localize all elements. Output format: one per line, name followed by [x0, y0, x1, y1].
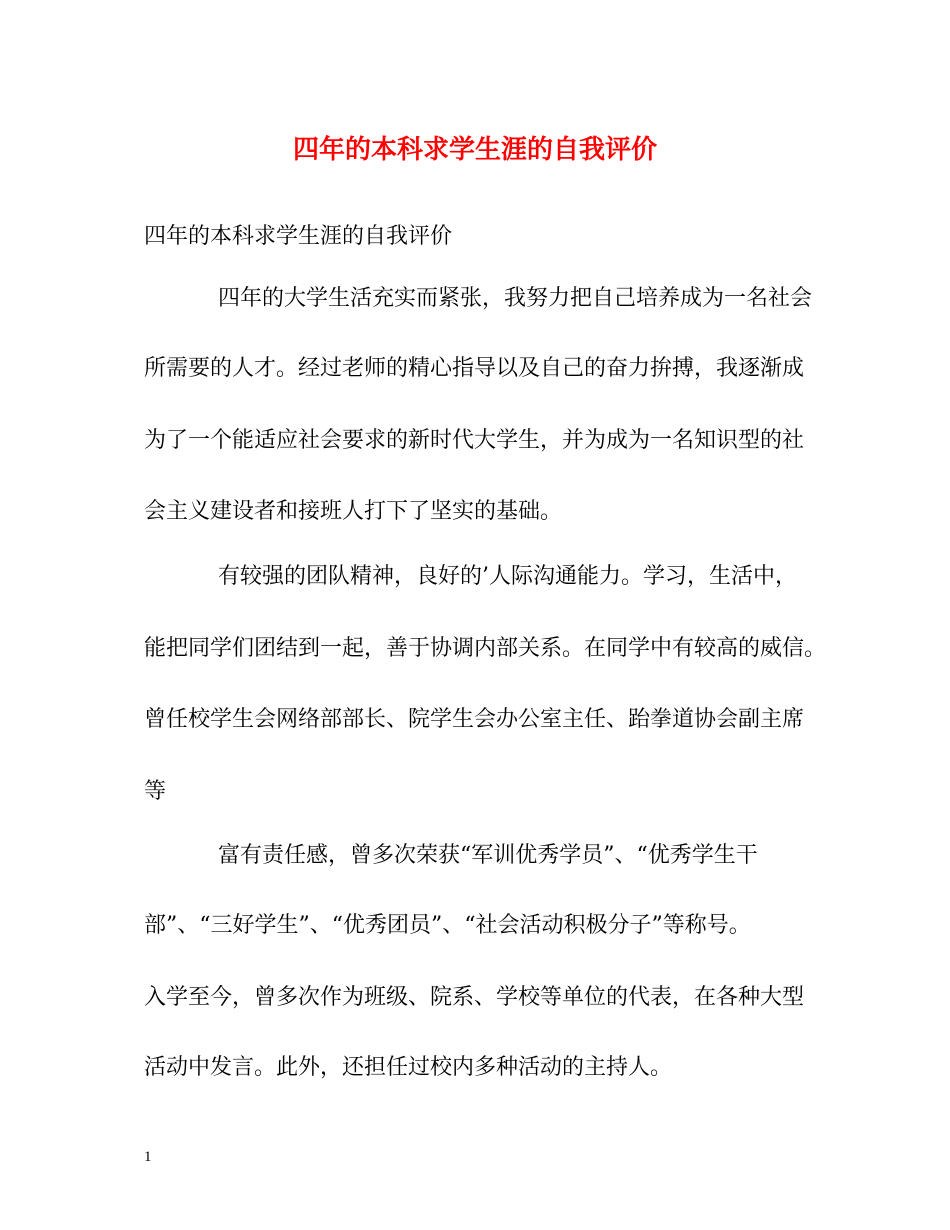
paragraph-line: 会主义建设者和接班人打下了坚实的基础。: [144, 499, 563, 524]
paragraph-line: 有较强的团队精神，良好的’人际沟通能力。学习，生活中，: [218, 564, 797, 589]
paragraph-line: 四年的大学生活充实而紧张，我努力把自己培养成为一名社会: [218, 286, 813, 311]
paragraph-line: 等: [144, 779, 167, 804]
paragraph-line: 为了一个能适应社会要求的新时代大学生，并为成为一名知识型的社: [144, 428, 805, 453]
document-title: 四年的本科求学生涯的自我评价: [292, 135, 657, 165]
document-subtitle: 四年的本科求学生涯的自我评价: [144, 224, 453, 249]
paragraph-line: 富有责任感，曾多次荣获“军训优秀学员”、“优秀学生干: [218, 843, 758, 868]
paragraph-line: 入学至今，曾多次作为班级、院系、学校等单位的代表，在各种大型: [144, 985, 805, 1010]
paragraph-line: 活动中发言。此外，还担任过校内多种活动的主持人。: [144, 1055, 673, 1080]
page-number: 1: [144, 1149, 152, 1165]
paragraph-line: 曾任校学生会网络部部长、院学生会办公室主任、跆拳道协会副主席: [144, 707, 805, 732]
paragraph-line: 能把同学们团结到一起，善于协调内部关系。在同学中有较高的威信。: [144, 636, 827, 661]
paragraph-line: 部”、“三好学生”、“优秀团员”、“社会活动积极分子”等称号。: [144, 913, 751, 938]
paragraph-line: 所需要的人才。经过老师的精心指导以及自己的奋力拚搏，我逐渐成: [144, 356, 805, 381]
